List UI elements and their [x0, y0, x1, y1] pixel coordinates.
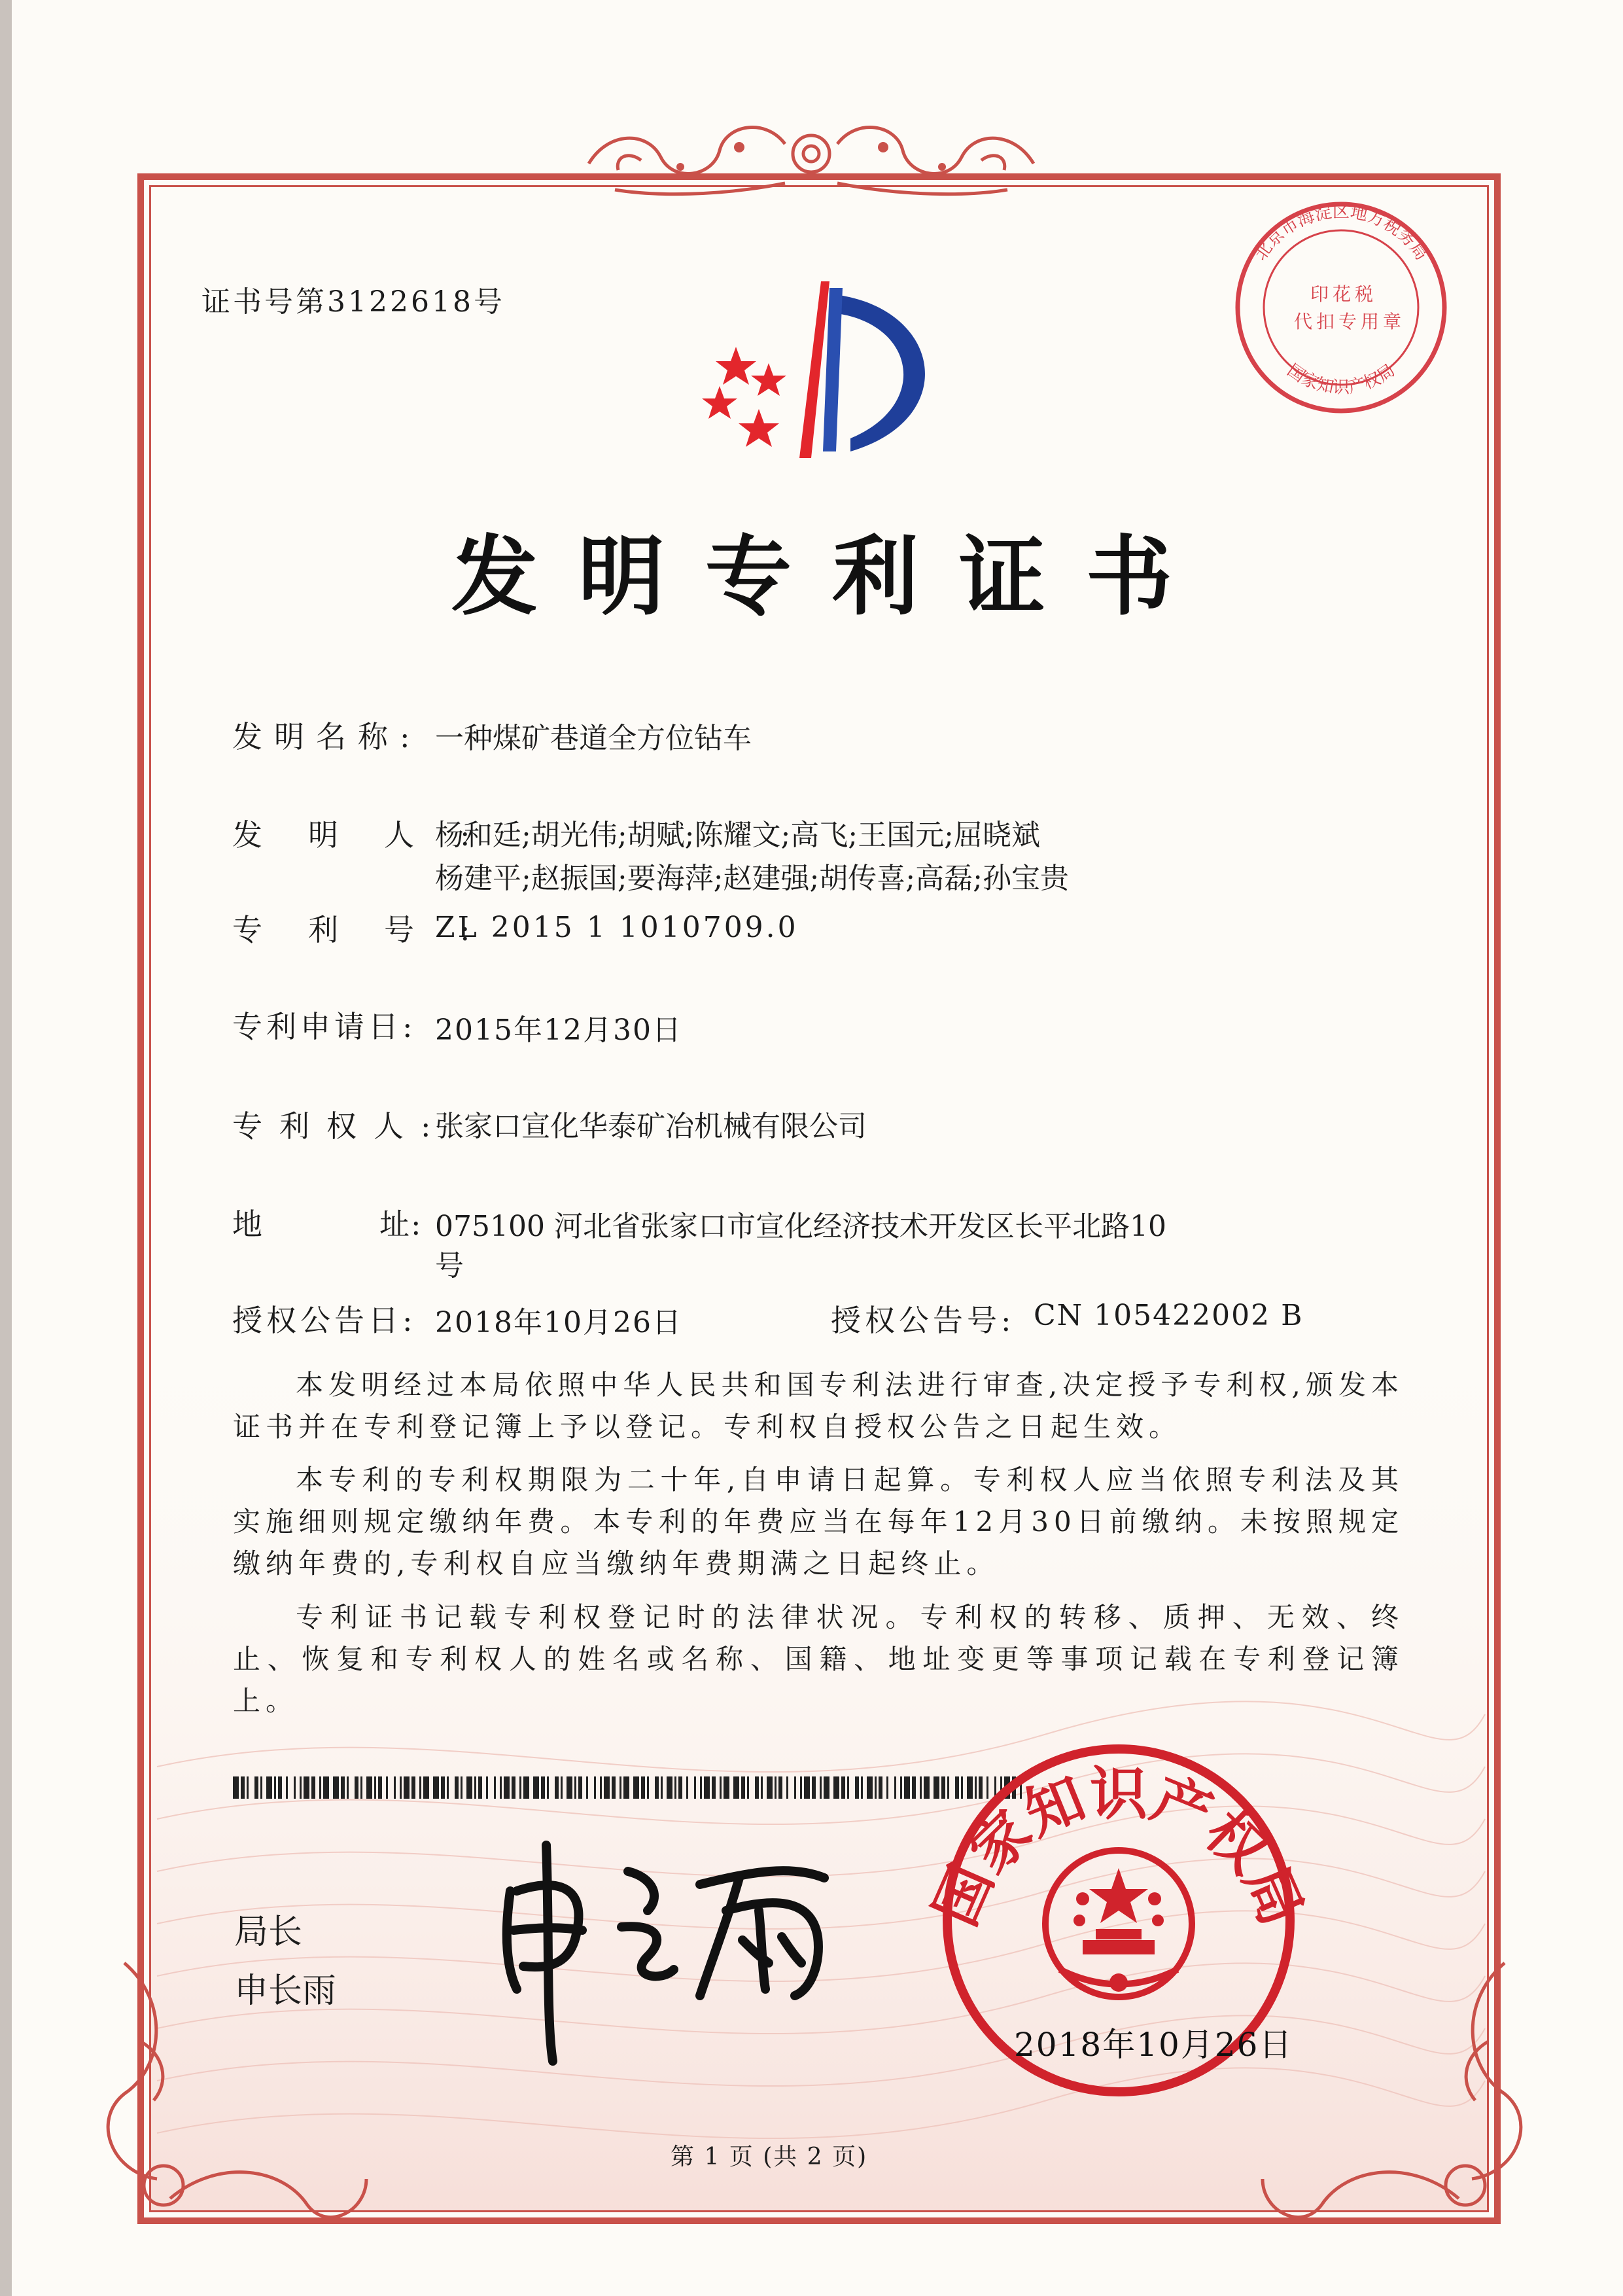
paragraph-legal-status: 专利证书记载专利权登记时的法律状况。专利权的转移、质押、无效、终止、恢复和专利权人的姓名或名称、国籍、地址变更等事项记载在专利登记簿上。	[233, 1601, 1404, 1717]
certificate-number: 证书号第3122618号	[201, 285, 505, 319]
address-line-1: 075100 河北省张家口市宣化经济技术开发区长平北路10	[435, 1210, 1166, 1243]
inventors-line-1: 杨和廷;胡光伟;胡赋;陈耀文;高飞;王国元;屈晓斌	[435, 819, 1040, 852]
inventors-line-2: 杨建平;赵振国;要海萍;赵建强;胡传喜;高磊;孙宝贵	[435, 862, 1069, 895]
tax-stamp-inner-line2: 代扣专用章	[1294, 311, 1406, 332]
address-label-part1: 地	[232, 1207, 264, 1242]
page-indicator: 第 1 页 (共 2 页)	[671, 2144, 868, 2170]
patentee-value: 张家口宣化华泰矿冶机械有限公司	[435, 1110, 867, 1143]
inventor-label: 发明人:	[232, 817, 516, 853]
patent-number-label: 专利号:	[232, 912, 516, 947]
certificate-title: 发明专利证书	[451, 526, 1213, 627]
national-emblem-icon	[1045, 1850, 1192, 1997]
filing-date-value: 2015年12月30日	[435, 1014, 682, 1047]
grant-pub-number-value: CN 105422002 B	[1034, 1299, 1304, 1332]
grant-date-label: 授权公告日:	[232, 1303, 417, 1338]
address-label-part2: 址:	[379, 1207, 423, 1242]
paragraph-term-and-fees: 本专利的专利权期限为二十年,自申请日起算。专利权人应当依照专利法及其实施细则规定缴纳年费。本专利的年费应当在每年12月30日前缴纳。未按照规定缴纳年费的,专利权自应当缴纳年费期满之日起终止。	[233, 1464, 1404, 1580]
grant-pub-number-label: 授权公告号:	[831, 1303, 1015, 1338]
director-title: 局长	[234, 1913, 303, 1952]
tax-stamp-inner-line1: 印花税	[1310, 283, 1378, 305]
patentee-label: 专利权人:	[232, 1108, 448, 1144]
filing-date-label: 专利申请日:	[232, 1009, 417, 1044]
director-name: 申长雨	[234, 1971, 337, 2011]
paragraph-grant-statement: 本发明经过本局依照中华人民共和国专利法进行审查,决定授予专利权,颁发本证书并在专利登记簿上予以登记。专利权自授权公告之日起生效。	[233, 1369, 1404, 1443]
tax-stamp-bottom-text: 国家知识产权局	[1283, 361, 1399, 398]
tax-stamp-ring-text: 北京市海淀区地方税务局	[1251, 202, 1431, 264]
invention-name-label: 发明名称:	[232, 719, 422, 754]
seal-ring-text: 国家知识产权局	[920, 1759, 1317, 1935]
invention-name-value: 一种煤矿巷道全方位钻车	[435, 722, 752, 755]
seal-date: 2018年10月26日	[1014, 2026, 1293, 2064]
patent-number-value: ZL 2015 1 1010709.0	[435, 911, 799, 944]
grant-date-value: 2018年10月26日	[435, 1306, 682, 1339]
address-line-2: 号	[435, 1249, 464, 1282]
